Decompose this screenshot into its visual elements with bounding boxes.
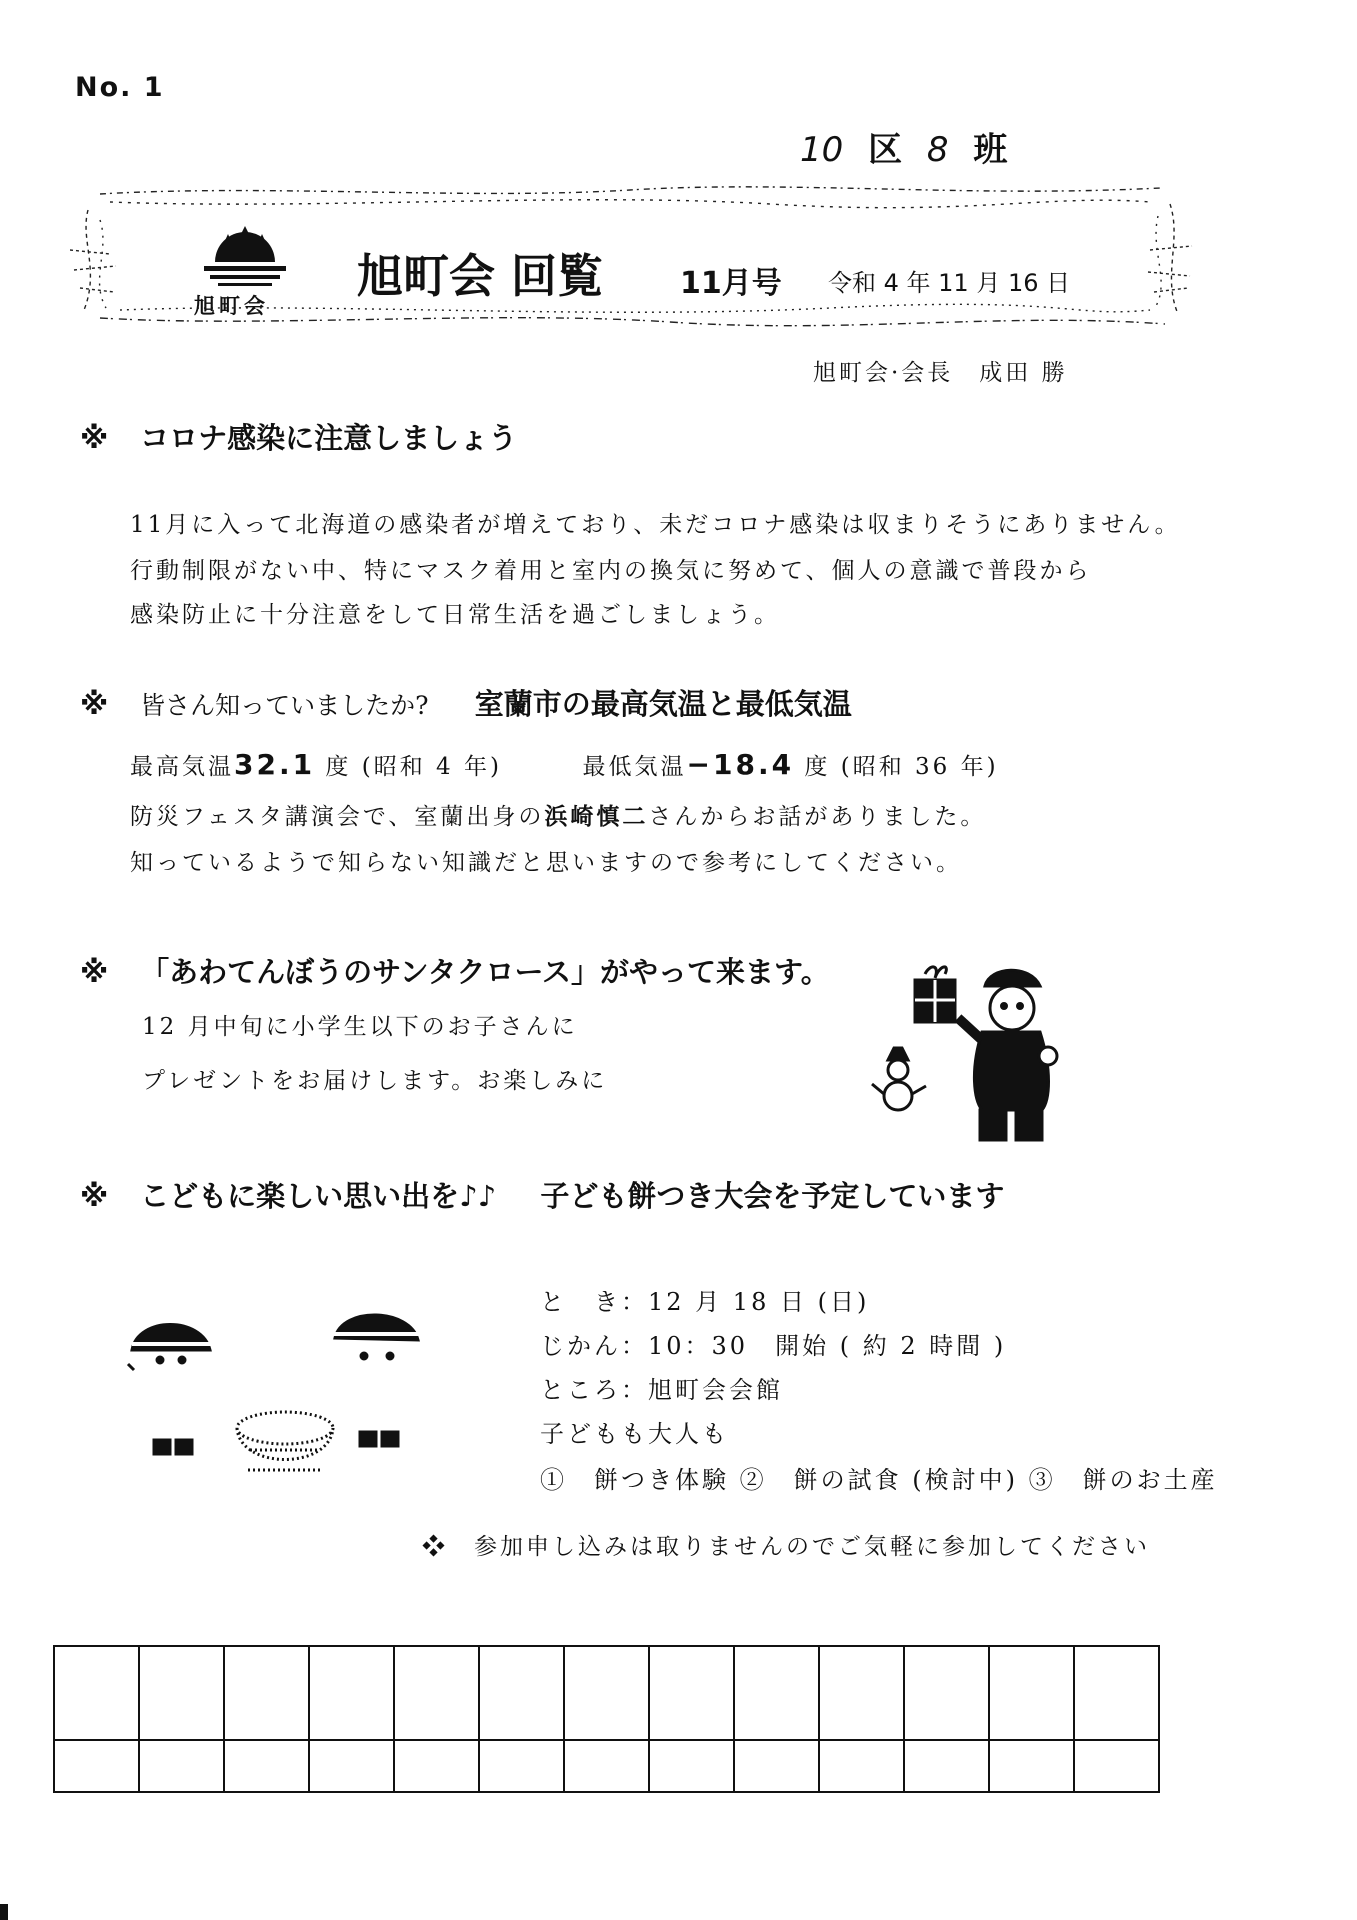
sign-cell[interactable]: [819, 1646, 904, 1740]
circulation-sign-table: [53, 1645, 1160, 1793]
event-time: じかん：10：30 開始 ( 約 2 時間 ): [540, 1332, 1007, 1360]
section-heading-mochi: [80, 1174, 1004, 1215]
max-temp-label: 最高気温: [130, 754, 234, 780]
ward-number: 10: [800, 130, 844, 170]
sign-cell[interactable]: [819, 1740, 904, 1792]
sign-cell[interactable]: [1074, 1740, 1159, 1792]
sign-cell[interactable]: [479, 1740, 564, 1792]
event-audience: 子どもも大人も: [540, 1420, 729, 1448]
section-mark: ※: [80, 687, 109, 721]
sign-cell[interactable]: [309, 1646, 394, 1740]
sign-cell[interactable]: [139, 1646, 224, 1740]
section-heading-santa: [80, 950, 830, 991]
sign-cell[interactable]: [904, 1740, 989, 1792]
ward-label: 区: [868, 130, 903, 170]
section-heading-text: こどもに楽しい思い出を♪♪: [140, 1179, 497, 1213]
min-temp-value: −18.4: [686, 748, 795, 781]
section-heading-text: 室蘭市の最高気温と最低気温: [474, 687, 852, 721]
section-heading-text: 「あわてんぼうのサンタクロース」がやって来ます。: [140, 955, 830, 989]
min-temp-label: 最低気温: [582, 754, 687, 780]
sign-cell[interactable]: [734, 1740, 819, 1792]
temperature-line: [130, 748, 999, 781]
speaker-name: 浜崎慎二: [544, 804, 649, 830]
author-line: 旭町会·会長 成田 勝: [813, 360, 1068, 386]
section-heading-text: コロナ感染に注意しましょう: [140, 421, 518, 455]
issue-date: 令和 4 年 11 月 16 日: [828, 269, 1071, 297]
sign-cell[interactable]: [309, 1740, 394, 1792]
santa-icon: [870, 960, 1110, 1160]
sign-cell[interactable]: [54, 1646, 139, 1740]
sign-cell[interactable]: [649, 1740, 734, 1792]
sign-cell[interactable]: [139, 1740, 224, 1792]
paragraph-line: 行動制限がない中、特にマスク着用と室内の換気に努めて、個人の意識で普段から: [130, 558, 1092, 584]
sign-cell[interactable]: [224, 1646, 309, 1740]
paragraph-line: 12 月中旬に小学生以下のお子さんに: [142, 1014, 578, 1040]
min-temp-unit: 度 (昭和 36 年): [804, 754, 999, 780]
sign-cell[interactable]: [649, 1646, 734, 1740]
event-activities: ① 餅つき体験 ② 餅の試食 (検討中) ③ 餅のお土産: [540, 1466, 1218, 1494]
section-heading-temperature: [80, 682, 852, 723]
issue-label: 11月号: [680, 266, 782, 301]
table-row: [54, 1740, 1159, 1792]
sign-cell[interactable]: [1074, 1646, 1159, 1740]
paragraph-line: [130, 798, 986, 831]
max-temp-value: 32.1: [234, 748, 316, 781]
sign-cell[interactable]: [224, 1740, 309, 1792]
district-label: [800, 122, 1021, 171]
sign-cell[interactable]: [54, 1740, 139, 1792]
speaker-line-post: さんからお話がありました。: [648, 804, 987, 830]
paragraph-line: プレゼントをお届けします。お楽しみに: [142, 1068, 608, 1094]
event-date: と き：12 月 18 日 (日): [540, 1288, 870, 1316]
sign-cell[interactable]: [479, 1646, 564, 1740]
mochi-pounding-icon: [120, 1310, 440, 1510]
page-title: 旭町会 回覧: [357, 249, 604, 303]
sign-cell[interactable]: [394, 1646, 479, 1740]
mochi-kids-illustration: [120, 1310, 440, 1510]
event-note: ❖ 参加申し込みは取りませんのでご気軽に参加してください: [422, 1534, 1150, 1560]
paragraph-line: 知っているようで知らない知識だと思いますので参考にしてください。: [130, 850, 962, 876]
association-logo: [190, 212, 300, 322]
section-mark: ※: [80, 421, 109, 455]
max-temp-unit: 度 (昭和 4 年): [325, 754, 502, 780]
section-mark: ※: [80, 955, 109, 989]
paragraph-line: 11月に入って北海道の感染者が増えており、未だコロナ感染は収まりそうにありません。: [130, 512, 1181, 538]
sign-cell[interactable]: [394, 1740, 479, 1792]
section-lead-text: 皆さん知っていましたか?: [140, 691, 429, 720]
sign-cell[interactable]: [734, 1646, 819, 1740]
table-row: [54, 1646, 1159, 1740]
sign-cell[interactable]: [989, 1646, 1074, 1740]
speaker-line-pre: 防災フェスタ講演会で、室蘭出身の: [130, 804, 545, 830]
logo-text: 旭町会: [194, 294, 269, 318]
scan-corner-mark: [0, 1904, 8, 1920]
santa-illustration: [870, 960, 1110, 1160]
sign-cell[interactable]: [904, 1646, 989, 1740]
sign-cell[interactable]: [564, 1646, 649, 1740]
sign-cell[interactable]: [989, 1740, 1074, 1792]
group-number: 8: [926, 130, 949, 170]
section-heading-covid: [80, 416, 517, 457]
sign-cell[interactable]: [564, 1740, 649, 1792]
group-label: 班: [973, 130, 1008, 170]
event-place: ところ：旭町会会館: [540, 1376, 783, 1404]
page-number: No. 1: [75, 72, 165, 103]
section-heading-subtext: 子ども餅つき大会を予定しています: [540, 1179, 1005, 1213]
paragraph-line: 感染防止に十分注意をして日常生活を過ごしましょう。: [130, 602, 780, 628]
section-mark: ※: [80, 1179, 109, 1213]
